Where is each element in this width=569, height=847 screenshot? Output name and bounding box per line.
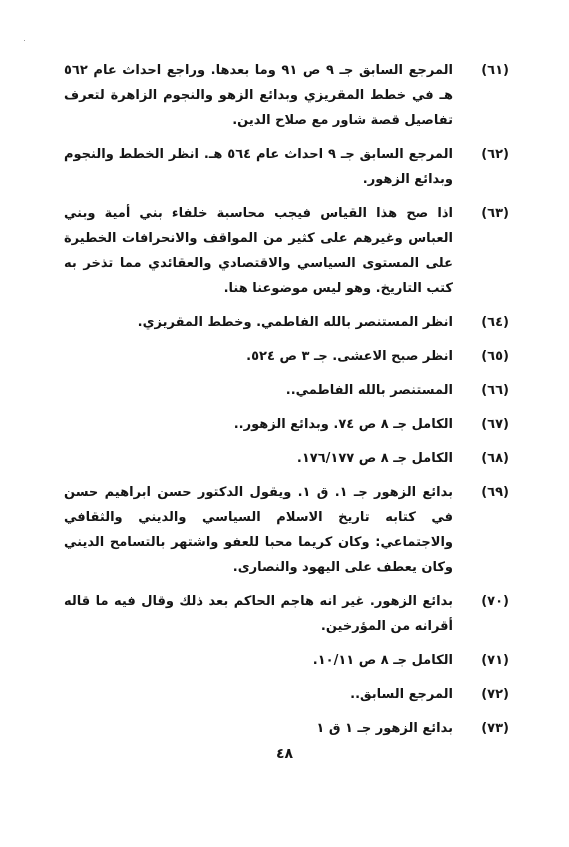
page-number: ٤٨ [275,746,294,762]
endnote-text: الكامل جـ ٨ ص ٧٤. وبدائع الزهور.. [233,417,453,432]
endnote-63 [64,201,509,301]
endnote-text: الكامل جـ ٨ ص ١٧٦/١٧٧. [296,451,453,466]
endnote-number: (٦٢) [481,147,509,162]
endnote-text: المستنصر بالله الفاطمي.. [285,383,453,398]
endnote-67 [64,412,509,437]
endnote-68 [64,446,509,471]
endnote-72 [64,682,509,707]
endnote-text: المرجع السابق.. [350,687,453,702]
endnote-73 [64,716,509,741]
endnote-65 [64,344,509,369]
endnote-number: (٧٠) [481,594,509,609]
endnote-text: بدائع الزهور. غير انه هاجم الحاكم بعد ذلك وقال فيه ما قاله أقرانه من المؤرخين. [64,594,453,634]
endnote-number: (٦٥) [481,349,509,364]
endnote-text: اذا صح هذا القياس فيجب محاسبة خلفاء بني أمية وبني العباس وغيرهم على كثير من المواقف والانحرافات الخطيرة على المستوى السياسي والاقتصادي والعقائدي مما تذخر به كتب التاريخ. وهو ليس موضوعنا هنا. [64,206,453,296]
endnote-number: (٦٤) [481,315,509,330]
endnote-number: (٦١) [481,63,509,78]
endnote-71 [64,648,509,673]
endnote-text: بدائع الزهور جـ ١ ق ١ [316,721,453,736]
endnote-66 [64,378,509,403]
endnotes-list [64,58,509,750]
endnote-text: المرجع السابق جـ ٩ احداث عام ٥٦٤ هـ. انظر الخطط والنجوم وبدائع الزهور. [64,147,453,187]
endnote-number: (٧٣) [481,721,509,736]
endnote-70 [64,589,509,639]
endnote-number: (٦٧) [481,417,509,432]
endnote-text: بدائع الزهور جـ ١. ق ١. ويقول الدكتور حسن ابراهيم حسن في كتابه تاريخ الاسلام السياسي والديني والثقافي والاجتماعي: وكان كريما محبا للعفو واشتهر بالتسامح الديني وكان يعطف على اليهود والنصارى. [64,485,453,575]
endnote-text: انظر المستنصر بالله الفاطمي. وخطط المقريزي. [137,315,453,330]
endnote-64 [64,310,509,335]
endnote-number: (٦٩) [481,485,509,500]
endnote-number: (٧١) [481,653,509,668]
endnote-61 [64,58,509,133]
endnote-number: (٧٢) [481,687,509,702]
endnote-number: (٦٦) [481,383,509,398]
endnote-number: (٦٣) [481,206,509,221]
endnote-text: انظر صبح الاعشى. جـ ٣ ص ٥٢٤. [246,349,453,364]
page-speck [24,40,25,41]
endnote-number: (٦٨) [481,451,509,466]
endnote-69 [64,480,509,580]
endnote-text: المرجع السابق جـ ٩ ص ٩١ وما بعدها. وراجع احداث عام ٥٦٢ هـ في خطط المقريزي وبدائع الزهو والنجوم الزاهرة لتعرف تفاصيل قصة شاور مع صلاح الدين. [64,63,453,128]
endnote-62 [64,142,509,192]
endnote-text: الكامل جـ ٨ ص ١٠/١١. [312,653,453,668]
